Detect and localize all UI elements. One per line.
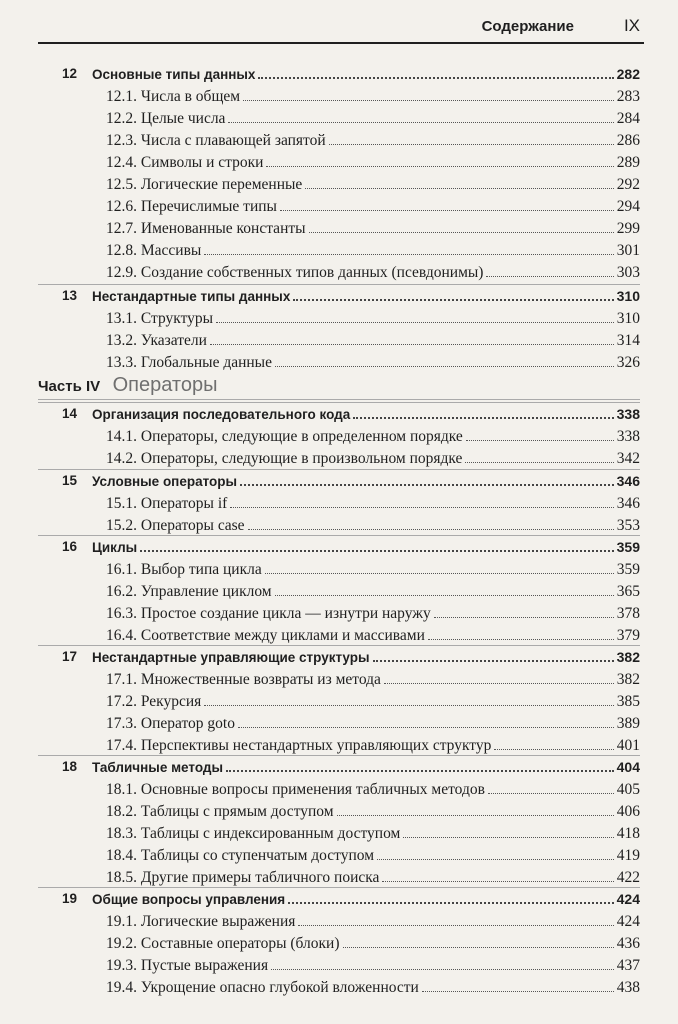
toc-section-row bbox=[106, 737, 640, 755]
dot-leader bbox=[240, 473, 614, 486]
section-title: 18.4. Таблицы со ступенчатым доступом bbox=[106, 847, 375, 865]
chapter-number: 15 bbox=[62, 473, 78, 488]
section-title: 13.2. Указатели bbox=[106, 332, 207, 350]
section-title: 19.3. Пустые выражения bbox=[106, 957, 269, 975]
toc-chapter-row bbox=[38, 66, 640, 82]
toc-section-row bbox=[106, 957, 640, 975]
dot-leader bbox=[465, 450, 613, 463]
toc-section-row bbox=[106, 803, 640, 821]
toc-section-row bbox=[106, 332, 640, 350]
section-title: 13.1. Структуры bbox=[106, 310, 214, 328]
section-title: 15.2. Операторы case bbox=[106, 517, 245, 535]
toc-chapter-row bbox=[38, 539, 640, 555]
dot-leader bbox=[494, 737, 613, 750]
page-number: 359 bbox=[616, 539, 640, 555]
section-title: 16.2. Управление циклом bbox=[106, 583, 272, 601]
section-title: 14.2. Операторы, следующие в произвольном порядке bbox=[106, 450, 463, 468]
chapter-title: Нестандартные типы данных bbox=[92, 289, 291, 304]
section-title: 13.3. Глобальные данные bbox=[106, 354, 272, 372]
page-number: 299 bbox=[616, 220, 640, 238]
section-title: 18.1. Основные вопросы применения табличных методов bbox=[106, 781, 485, 799]
dot-leader bbox=[343, 935, 614, 948]
page-number: 338 bbox=[616, 406, 640, 422]
toc-section-row bbox=[106, 495, 640, 513]
toc-section-row bbox=[106, 781, 640, 799]
dot-leader bbox=[243, 88, 614, 101]
section-title: 19.2. Составные операторы (блоки) bbox=[106, 935, 340, 953]
dot-leader bbox=[271, 957, 614, 970]
dot-leader bbox=[305, 176, 613, 189]
page-number: 378 bbox=[616, 605, 640, 623]
toc-section-row bbox=[106, 913, 640, 931]
section-title: 15.1. Операторы if bbox=[106, 495, 228, 513]
chapter-title: Организация последовательного кода bbox=[92, 407, 351, 422]
page-number: 303 bbox=[616, 264, 640, 282]
toc-section-row bbox=[106, 198, 640, 216]
chapter-divider bbox=[38, 284, 640, 285]
part-title: Операторы bbox=[112, 374, 218, 396]
toc-section-row bbox=[106, 354, 640, 372]
chapter-number: 13 bbox=[62, 288, 78, 303]
toc-section-row bbox=[106, 825, 640, 843]
section-title: 12.9. Создание собственных типов данных (псевдонимы) bbox=[106, 264, 484, 282]
page-number: 286 bbox=[616, 132, 640, 150]
dot-leader bbox=[403, 825, 613, 838]
section-title: 12.7. Именованные константы bbox=[106, 220, 306, 238]
dot-leader bbox=[488, 781, 614, 794]
page-number: 346 bbox=[616, 495, 640, 513]
page-number: 359 bbox=[616, 561, 640, 579]
chapter-title: Табличные методы bbox=[92, 760, 223, 775]
part-divider bbox=[38, 399, 640, 400]
toc-chapter-row bbox=[38, 759, 640, 775]
page-number: 292 bbox=[616, 176, 640, 194]
dot-leader bbox=[280, 198, 614, 211]
page-number: 422 bbox=[616, 869, 640, 887]
page-number: 353 bbox=[616, 517, 640, 535]
toc-section-row bbox=[106, 583, 640, 601]
toc-section-row bbox=[106, 264, 640, 282]
section-title: 12.1. Числа в общем bbox=[106, 88, 241, 106]
dot-leader bbox=[226, 759, 614, 772]
toc-section-row bbox=[106, 176, 640, 194]
toc-chapter-row bbox=[38, 649, 640, 665]
chapter-divider bbox=[38, 887, 640, 888]
toc-section-row bbox=[106, 110, 640, 128]
dot-leader bbox=[298, 913, 613, 926]
toc-section-row bbox=[106, 88, 640, 106]
toc-section-row bbox=[106, 428, 640, 446]
page-number: 342 bbox=[616, 450, 640, 468]
section-title: 12.6. Перечислимые типы bbox=[106, 198, 277, 216]
chapter-divider bbox=[38, 755, 640, 756]
chapter-title: Общие вопросы управления bbox=[92, 892, 286, 907]
page-number: 437 bbox=[616, 957, 640, 975]
page-number: 389 bbox=[616, 715, 640, 733]
chapter-number: 17 bbox=[62, 649, 78, 664]
dot-leader bbox=[275, 583, 614, 596]
chapter-title: Циклы bbox=[92, 540, 138, 555]
dot-leader bbox=[329, 132, 614, 145]
section-title: 12.4. Символы и строки bbox=[106, 154, 264, 172]
toc-section-row bbox=[106, 627, 640, 645]
chapter-divider bbox=[38, 402, 640, 403]
page-number: 418 bbox=[616, 825, 640, 843]
page-number: 326 bbox=[616, 354, 640, 372]
dot-leader bbox=[140, 539, 613, 552]
section-title: 19.4. Укрощение опасно глубокой вложенности bbox=[106, 979, 419, 997]
page-number: 385 bbox=[616, 693, 640, 711]
page-number: 382 bbox=[616, 649, 640, 665]
toc-section-row bbox=[106, 450, 640, 468]
toc-section-row bbox=[106, 310, 640, 328]
page-number: 382 bbox=[616, 671, 640, 689]
section-title: 16.4. Соответствие между циклами и массивами bbox=[106, 627, 425, 645]
chapter-divider bbox=[38, 535, 640, 536]
toc-chapter-row bbox=[38, 406, 640, 422]
dot-leader bbox=[337, 803, 614, 816]
dot-leader bbox=[266, 154, 613, 167]
page-number: 424 bbox=[616, 913, 640, 931]
page-number: 284 bbox=[616, 110, 640, 128]
section-title: 17.3. Оператор goto bbox=[106, 715, 235, 733]
chapter-number: 14 bbox=[62, 406, 78, 421]
toc-chapter-row bbox=[38, 891, 640, 907]
section-title: 17.1. Множественные возвраты из метода bbox=[106, 671, 381, 689]
page-number: 310 bbox=[616, 288, 640, 304]
dot-leader bbox=[265, 561, 614, 574]
chapter-number: 19 bbox=[62, 891, 78, 906]
page-number: 314 bbox=[616, 332, 640, 350]
dot-leader bbox=[238, 715, 614, 728]
dot-leader bbox=[288, 891, 613, 904]
toc-section-row bbox=[106, 561, 640, 579]
chapter-title: Нестандартные управляющие структуры bbox=[92, 650, 370, 665]
dot-leader bbox=[204, 242, 613, 255]
section-title: 17.2. Рекурсия bbox=[106, 693, 202, 711]
page-number: 365 bbox=[616, 583, 640, 601]
page-number: 338 bbox=[616, 428, 640, 446]
section-title: 12.5. Логические переменные bbox=[106, 176, 303, 194]
toc-chapter-row bbox=[38, 288, 640, 304]
toc-section-row bbox=[106, 715, 640, 733]
page-number: 406 bbox=[616, 803, 640, 821]
page-number: 405 bbox=[616, 781, 640, 799]
toc-section-row bbox=[106, 154, 640, 172]
part-heading bbox=[38, 374, 217, 397]
page-number: 310 bbox=[616, 310, 640, 328]
dot-leader bbox=[309, 220, 614, 233]
running-header bbox=[38, 14, 644, 44]
chapter-title: Основные типы данных bbox=[92, 67, 256, 82]
chapter-number: 18 bbox=[62, 759, 78, 774]
toc-section-row bbox=[106, 869, 640, 887]
toc-section-row bbox=[106, 517, 640, 535]
page-number: 294 bbox=[616, 198, 640, 216]
chapter-divider bbox=[38, 469, 640, 470]
chapter-number: 16 bbox=[62, 539, 78, 554]
part-label: Часть IV bbox=[38, 378, 101, 395]
dot-leader bbox=[216, 310, 614, 323]
dot-leader bbox=[377, 847, 614, 860]
section-title: 16.1. Выбор типа цикла bbox=[106, 561, 262, 579]
toc-section-row bbox=[106, 847, 640, 865]
dot-leader bbox=[228, 110, 613, 123]
page-number: 379 bbox=[616, 627, 640, 645]
chapter-divider bbox=[38, 645, 640, 646]
chapter-title: Условные операторы bbox=[92, 474, 238, 489]
section-title: 12.8. Массивы bbox=[106, 242, 202, 260]
page-number: 424 bbox=[616, 891, 640, 907]
dot-leader bbox=[275, 354, 614, 367]
section-title: 18.5. Другие примеры табличного поиска bbox=[106, 869, 380, 887]
page-number: 401 bbox=[616, 737, 640, 755]
section-title: 16.3. Простое создание цикла — изнутри наружу bbox=[106, 605, 431, 623]
section-title: 17.4. Перспективы нестандартных управляющих структур bbox=[106, 737, 492, 755]
page-number: 419 bbox=[616, 847, 640, 865]
page-number: 301 bbox=[616, 242, 640, 260]
toc-section-row bbox=[106, 671, 640, 689]
page-number: 438 bbox=[616, 979, 640, 997]
toc-section-row bbox=[106, 132, 640, 150]
section-title: 14.1. Операторы, следующие в определенном порядке bbox=[106, 428, 463, 446]
dot-leader bbox=[230, 495, 613, 508]
page-number: 289 bbox=[616, 154, 640, 172]
dot-leader bbox=[382, 869, 613, 882]
toc-section-row bbox=[106, 935, 640, 953]
dot-leader bbox=[210, 332, 614, 345]
page-number: 404 bbox=[616, 759, 640, 775]
section-title: 19.1. Логические выражения bbox=[106, 913, 296, 931]
dot-leader bbox=[204, 693, 613, 706]
section-title: 18.2. Таблицы с прямым доступом bbox=[106, 803, 334, 821]
page-number: 346 bbox=[616, 473, 640, 489]
dot-leader bbox=[486, 264, 613, 277]
dot-leader bbox=[293, 288, 613, 301]
page-number: 436 bbox=[616, 935, 640, 953]
header-page-number: IX bbox=[623, 16, 640, 35]
dot-leader bbox=[353, 406, 613, 419]
section-title: 12.3. Числа с плавающей запятой bbox=[106, 132, 326, 150]
dot-leader bbox=[258, 66, 613, 79]
page-number: 283 bbox=[616, 88, 640, 106]
dot-leader bbox=[384, 671, 614, 684]
page-number: 282 bbox=[616, 66, 640, 82]
toc-section-row bbox=[106, 693, 640, 711]
dot-leader bbox=[428, 627, 614, 640]
toc-chapter-row bbox=[38, 473, 640, 489]
section-title: 18.3. Таблицы с индексированным доступом bbox=[106, 825, 401, 843]
dot-leader bbox=[466, 428, 614, 441]
toc-section-row bbox=[106, 979, 640, 997]
toc-section-row bbox=[106, 220, 640, 238]
dot-leader bbox=[373, 649, 614, 662]
header-title: Содержание bbox=[481, 18, 574, 35]
dot-leader bbox=[422, 979, 614, 992]
dot-leader bbox=[434, 605, 614, 618]
section-title: 12.2. Целые числа bbox=[106, 110, 226, 128]
toc-section-row bbox=[106, 242, 640, 260]
toc-section-row bbox=[106, 605, 640, 623]
chapter-number: 12 bbox=[62, 66, 78, 81]
dot-leader bbox=[248, 517, 614, 530]
